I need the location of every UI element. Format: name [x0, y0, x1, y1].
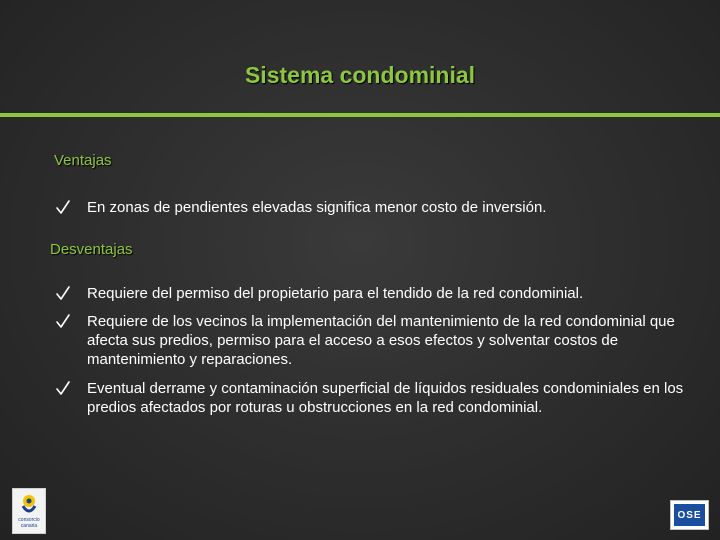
list-item-text: En zonas de pendientes elevadas significa menor costo de inversión.	[87, 199, 547, 216]
list-item	[55, 312, 685, 369]
check-icon	[55, 284, 71, 303]
title-divider	[0, 113, 720, 117]
organization-logo-caption: consorcio canaria	[18, 517, 40, 529]
ose-logo-icon	[674, 504, 705, 526]
check-icon	[55, 198, 71, 217]
ose-logo-text: OSE	[677, 510, 702, 521]
desventajas-heading: Desventajas	[50, 241, 133, 258]
ose-logo	[670, 500, 709, 530]
list-item-text: Eventual derrame y contaminación superficial de líquidos residuales condominiales en los predios afectados por roturas u obstrucciones en la red condominial.	[87, 380, 684, 416]
check-icon	[55, 312, 71, 331]
slide-title: Sistema condominial	[244, 62, 476, 88]
list-item-text: Requiere de los vecinos la implementación del mantenimiento de la red condominial que afecta sus predios, permiso para el acceso a esos efectos y solventar costos de mantenimiento y reparaciones.	[87, 313, 675, 368]
organization-logo-icon	[17, 492, 41, 516]
organization-logo	[12, 488, 46, 534]
check-icon	[55, 379, 71, 398]
ventajas-heading: Ventajas	[54, 152, 112, 169]
list-item-text: Requiere del permiso del propietario para el tendido de la red condominial.	[87, 285, 584, 302]
list-item	[55, 284, 685, 303]
list-item	[55, 379, 685, 417]
list-item	[55, 198, 685, 217]
